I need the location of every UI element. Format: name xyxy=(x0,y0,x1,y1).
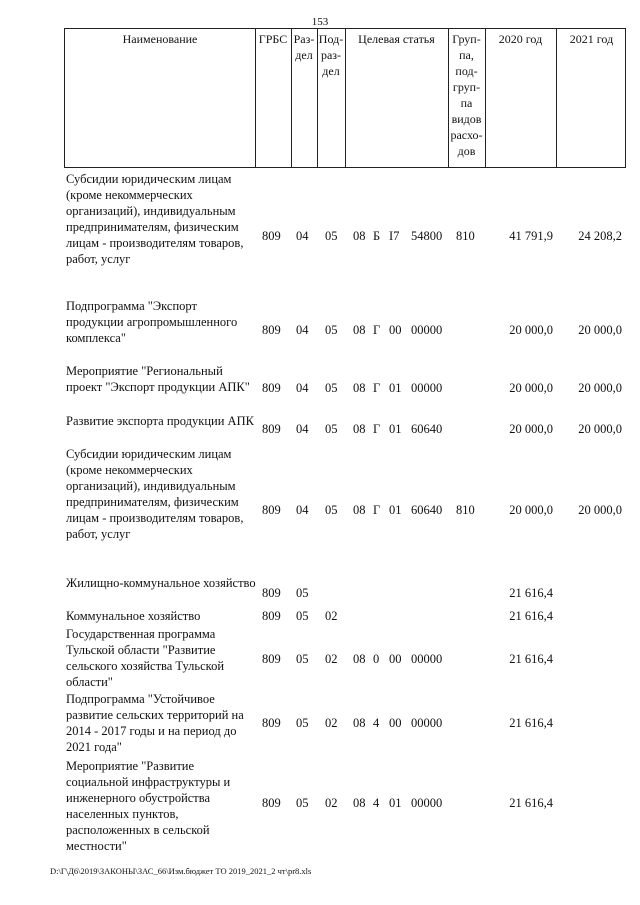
cell-c3: 01 xyxy=(389,422,402,436)
cell-rz: 04 xyxy=(296,381,309,395)
cell-rz: 04 xyxy=(296,229,309,243)
row-name: Подпрограмма "Экспорт продукции агропромышленного комплекса" xyxy=(66,299,238,345)
cell-c1: 08 xyxy=(353,652,366,666)
cell-2021: 20 000,0 xyxy=(578,422,622,436)
cell-2020: 21 616,4 xyxy=(509,609,553,623)
page-number: 153 xyxy=(311,16,329,28)
cell-c1: 08 xyxy=(353,323,366,337)
cell-grbs: 809 xyxy=(262,422,281,436)
cell-rz: 05 xyxy=(296,796,309,810)
cell-2020: 21 616,4 xyxy=(509,796,553,810)
cell-c3: 01 xyxy=(389,503,402,517)
header-name: Наименование xyxy=(122,32,198,46)
cell-2020: 20 000,0 xyxy=(509,503,553,517)
column-divider xyxy=(556,29,557,167)
cell-2020: 21 616,4 xyxy=(509,716,553,730)
column-divider xyxy=(255,29,256,167)
cell-rz: 05 xyxy=(296,586,309,600)
cell-grbs: 809 xyxy=(262,716,281,730)
cell-2021: 20 000,0 xyxy=(578,381,622,395)
cell-vr: 810 xyxy=(456,503,475,517)
cell-rz: 05 xyxy=(296,716,309,730)
cell-rz: 05 xyxy=(296,609,309,623)
header-razdel: Раз- дел xyxy=(293,32,315,62)
cell-2020: 41 791,9 xyxy=(509,229,553,243)
cell-c4: 00000 xyxy=(411,796,443,810)
cell-grbs: 809 xyxy=(262,652,281,666)
cell-rz: 05 xyxy=(296,652,309,666)
cell-2020: 21 616,4 xyxy=(509,652,553,666)
cell-c3: 01 xyxy=(389,796,402,810)
cell-pr: 05 xyxy=(325,422,338,436)
cell-2020: 20 000,0 xyxy=(509,323,553,337)
cell-rz: 04 xyxy=(296,422,309,436)
header-celevaya: Целевая статья xyxy=(358,32,435,46)
cell-c4: 60640 xyxy=(411,503,443,517)
cell-c3: I7 xyxy=(389,229,400,243)
cell-c4: 00000 xyxy=(411,652,443,666)
cell-pr: 05 xyxy=(325,323,338,337)
cell-c4: 00000 xyxy=(411,381,443,395)
cell-c3: 00 xyxy=(389,323,402,337)
column-divider xyxy=(485,29,486,167)
header-2021: 2021 год xyxy=(569,32,614,46)
row-name: Государственная программа Тульской области "Развитие сельского хозяйства Тульской области" xyxy=(66,627,225,689)
cell-c1: 08 xyxy=(353,716,366,730)
row-name: Субсидии юридическим лицам (кроме некоммерческих организаций), индивидуальным предпринимателям, физическим лицам - производителям товаров, работ, услуг xyxy=(66,172,244,266)
cell-rz: 04 xyxy=(296,503,309,517)
header-2020: 2020 год xyxy=(498,32,543,46)
cell-pr: 02 xyxy=(325,652,338,666)
cell-grbs: 809 xyxy=(262,381,281,395)
cell-pr: 05 xyxy=(325,503,338,517)
cell-c2: Г xyxy=(373,422,381,436)
row-name: Коммунальное хозяйство xyxy=(66,609,201,623)
cell-c2: 0 xyxy=(373,652,380,666)
cell-c2: Г xyxy=(373,323,381,337)
cell-pr: 02 xyxy=(325,609,338,623)
cell-c2: Б xyxy=(373,229,381,243)
cell-c1: 08 xyxy=(353,229,366,243)
cell-c2: 4 xyxy=(373,796,380,810)
cell-grbs: 809 xyxy=(262,586,281,600)
cell-grbs: 809 xyxy=(262,229,281,243)
cell-grbs: 809 xyxy=(262,503,281,517)
cell-2020: 20 000,0 xyxy=(509,381,553,395)
cell-2020: 21 616,4 xyxy=(509,586,553,600)
cell-c2: Г xyxy=(373,503,381,517)
table-header xyxy=(64,28,626,168)
cell-grbs: 809 xyxy=(262,609,281,623)
column-divider xyxy=(345,29,346,167)
row-name: Субсидии юридическим лицам (кроме некоммерческих организаций), индивидуальным предпринимателям, физическим лицам - производителям товаров, работ, услуг xyxy=(66,447,244,541)
row-name: Развитие экспорта продукции АПК xyxy=(66,414,254,428)
cell-c4: 54800 xyxy=(411,229,443,243)
cell-c1: 08 xyxy=(353,422,366,436)
cell-c1: 08 xyxy=(353,796,366,810)
cell-c4: 00000 xyxy=(411,323,443,337)
cell-pr: 05 xyxy=(325,229,338,243)
cell-c4: 60640 xyxy=(411,422,443,436)
cell-c1: 08 xyxy=(353,503,366,517)
cell-pr: 02 xyxy=(325,796,338,810)
cell-rz: 04 xyxy=(296,323,309,337)
header-podrazdel: Под- раз- дел xyxy=(318,32,344,78)
cell-c4: 00000 xyxy=(411,716,443,730)
row-name: Подпрограмма "Устойчивое развитие сельских территорий на 2014 - 2017 годы и на период до 2021 года" xyxy=(66,692,244,754)
cell-c2: Г xyxy=(373,381,381,395)
row-name: Жилищно-коммунальное хозяйство xyxy=(66,576,256,590)
cell-grbs: 809 xyxy=(262,323,281,337)
cell-2021: 20 000,0 xyxy=(578,503,622,517)
cell-c1: 08 xyxy=(353,381,366,395)
cell-vr: 810 xyxy=(456,229,475,243)
cell-2021: 20 000,0 xyxy=(578,323,622,337)
row-name: Мероприятие "Региональный проект "Экспорт продукции АПК" xyxy=(66,364,250,394)
cell-c3: 01 xyxy=(389,381,402,395)
cell-c3: 00 xyxy=(389,652,402,666)
cell-pr: 02 xyxy=(325,716,338,730)
cell-2020: 20 000,0 xyxy=(509,422,553,436)
header-grbs: ГРБС xyxy=(258,32,288,46)
cell-pr: 05 xyxy=(325,381,338,395)
cell-grbs: 809 xyxy=(262,796,281,810)
cell-2021: 24 208,2 xyxy=(578,229,622,243)
row-name: Мероприятие "Развитие социальной инфраструктуры и инженерного обустройства населенных пунктов, расположенных в сельской местности" xyxy=(66,759,231,853)
footer-path: D:\Г\Д6\2019\ЗАКОНЫ\ЗАС_66\Изм.бюджет ТО 2019_2021_2 чт\pr8.xls xyxy=(50,866,312,876)
header-gruppa: Груп- па, под- груп- па видов расхо- дов xyxy=(450,32,483,158)
cell-c3: 00 xyxy=(389,716,402,730)
cell-c2: 4 xyxy=(373,716,380,730)
